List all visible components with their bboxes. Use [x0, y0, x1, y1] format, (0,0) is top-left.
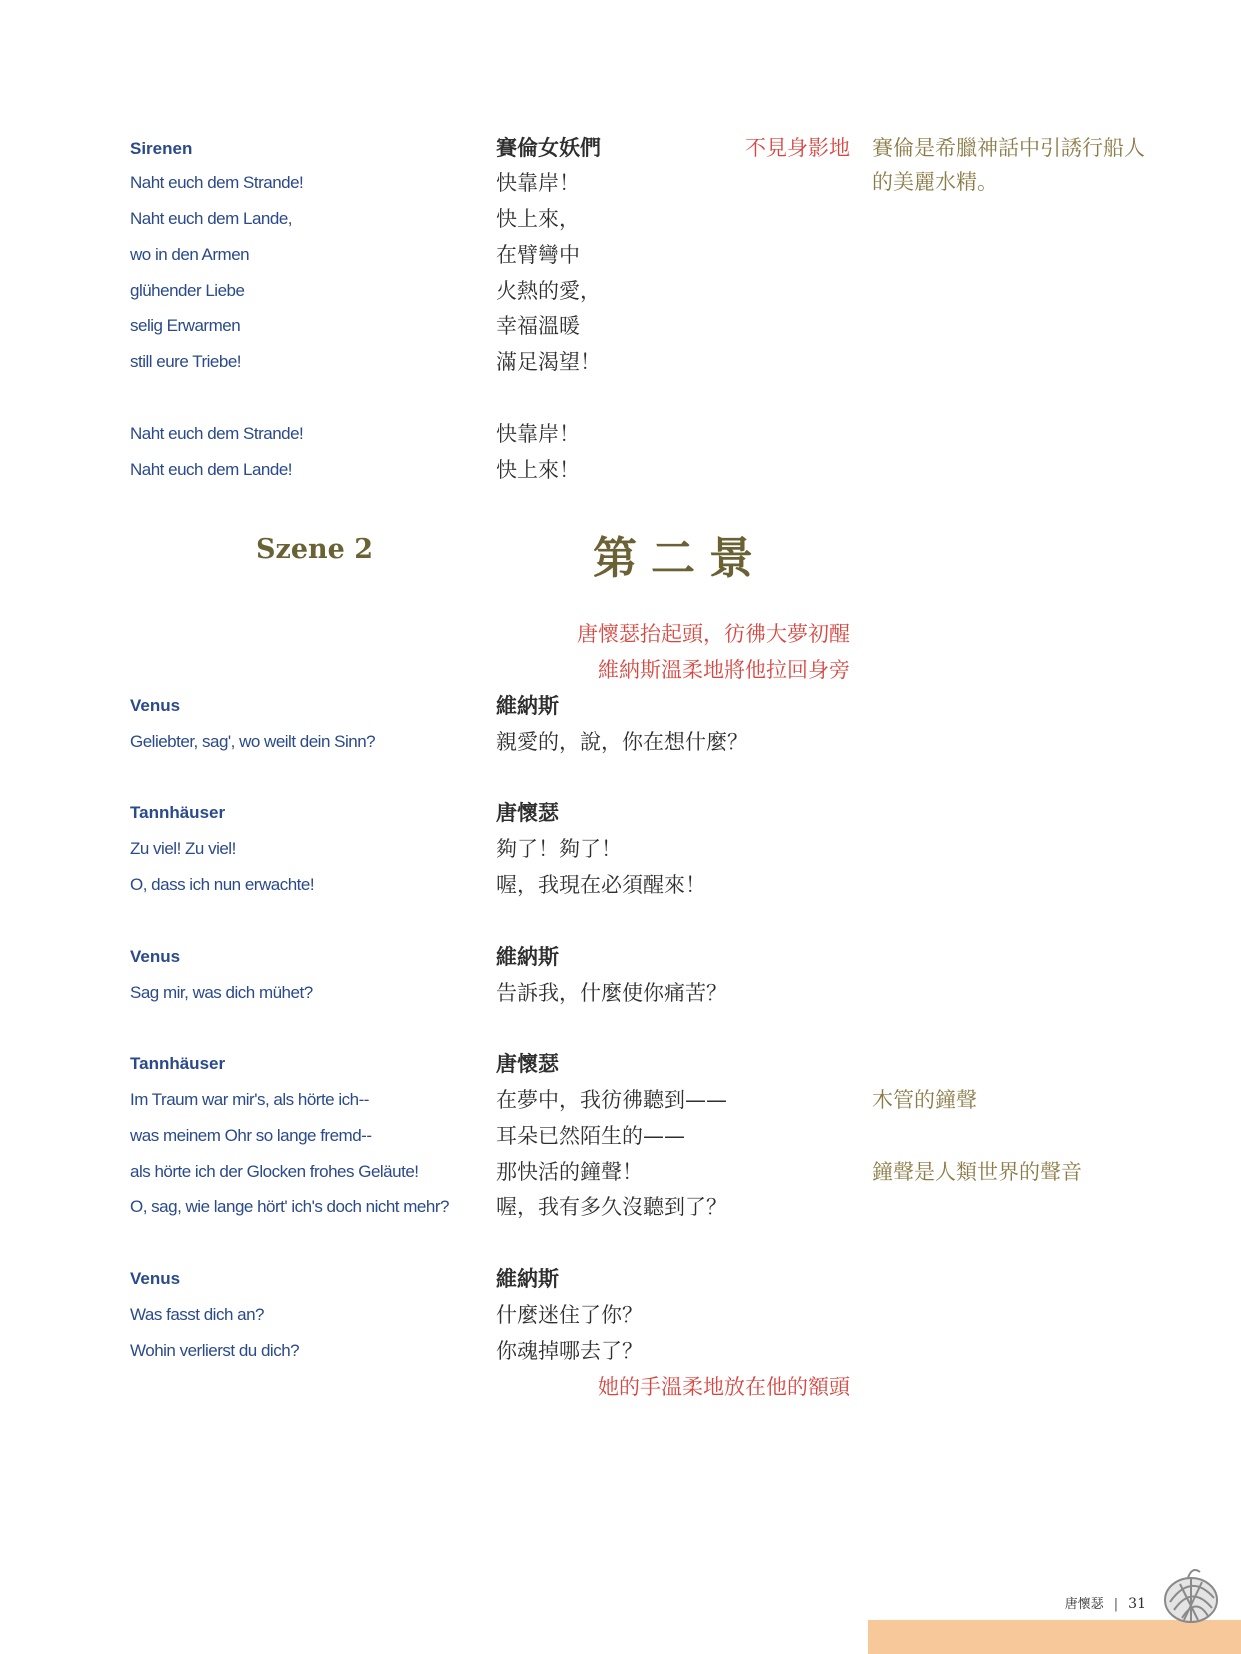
lyric-de: Im Traum war mir's, als hörte ich--	[130, 1090, 369, 1109]
lyric-zh: 喔，我有多久沒聽到了？	[496, 1195, 727, 1219]
speaker-zh: 唐懷瑟	[496, 1052, 559, 1076]
stage-direction: 不見身影地	[745, 136, 850, 160]
lyric-zh: 親愛的，說，你在想什麼？	[496, 730, 748, 754]
lyric-de: Naht euch dem Lande!	[130, 460, 293, 479]
lyric-zh: 火熱的愛，	[496, 279, 601, 303]
lyric-zh: 那快活的鐘聲！	[496, 1160, 643, 1184]
speaker-de: Sirenen	[130, 139, 193, 158]
margin-note: 賽倫是希臘神話中引誘行船人	[872, 136, 1145, 160]
lyric-de: glühender Liebe	[130, 281, 245, 300]
lyric-de: Was fasst dich an?	[130, 1305, 264, 1324]
seashell-logo-icon	[1158, 1564, 1224, 1630]
lyric-de: Zu viel! Zu viel!	[130, 839, 236, 858]
lyric-zh: 幸福溫暖	[496, 314, 580, 338]
lyric-de: als hörte ich der Glocken frohes Geläute!	[130, 1162, 419, 1181]
margin-note: 鐘聲是人類世界的聲音	[872, 1160, 1082, 1184]
speaker-de: Venus	[130, 947, 181, 966]
lyric-de: Wohin verlierst du dich?	[130, 1341, 300, 1360]
margin-note: 木管的鐘聲	[872, 1088, 977, 1112]
page-number: 31	[1128, 1596, 1146, 1612]
lyric-zh: 滿足渴望！	[496, 350, 601, 374]
lyric-zh: 快靠岸！	[496, 171, 580, 195]
margin-note: 的美麗水精。	[872, 170, 998, 194]
speaker-zh: 賽倫女妖們	[496, 136, 601, 160]
lyric-zh: 耳朵已然陌生的——	[496, 1124, 685, 1148]
lyric-de: Naht euch dem Lande,	[130, 209, 293, 228]
lyric-de: O, dass ich nun erwachte!	[130, 875, 315, 894]
speaker-zh: 維納斯	[496, 945, 559, 969]
speaker-de: Tannhäuser	[130, 803, 226, 822]
scene-title-zh: 第二景	[593, 533, 767, 584]
stage-direction: 她的手溫柔地放在他的額頭	[598, 1375, 850, 1399]
speaker-de: Tannhäuser	[130, 1054, 226, 1073]
lyric-de: Sag mir, was dich mühet?	[130, 983, 313, 1002]
lyric-zh: 告訴我，什麼使你痛苦？	[496, 981, 727, 1005]
lyric-de: Naht euch dem Strande!	[130, 424, 304, 443]
lyric-zh: 快靠岸！	[496, 422, 580, 446]
lyric-zh: 快上來！	[496, 458, 580, 482]
lyric-zh: 夠了！夠了！	[496, 837, 622, 861]
lyric-de: Geliebter, sag', wo weilt dein Sinn?	[130, 732, 376, 751]
lyric-zh: 你魂掉哪去了？	[496, 1339, 643, 1363]
lyric-zh: 什麼迷住了你？	[496, 1303, 643, 1327]
lyric-de: still eure Triebe!	[130, 352, 241, 371]
page-footer	[1065, 1593, 1146, 1612]
lyric-zh: 快上來，	[496, 207, 580, 231]
speaker-zh: 唐懷瑟	[496, 801, 559, 825]
lyric-de: wo in den Armen	[130, 245, 250, 264]
speaker-de: Venus	[130, 1269, 181, 1288]
stage-direction: 唐懷瑟抬起頭，彷彿大夢初醒	[577, 622, 850, 646]
scene-title-de: Szene 2	[256, 534, 374, 565]
lyric-de: selig Erwarmen	[130, 316, 241, 335]
lyric-de: Naht euch dem Strande!	[130, 173, 304, 192]
lyric-de: O, sag, wie lange hört' ich's doch nicht mehr?	[130, 1197, 449, 1216]
speaker-zh: 維納斯	[496, 694, 559, 718]
lyric-de: was meinem Ohr so lange fremd--	[130, 1126, 372, 1145]
lyric-zh: 在臂彎中	[496, 243, 580, 267]
lyric-zh: 在夢中，我彷彿聽到——	[496, 1088, 727, 1112]
footer-title: 唐懷瑟	[1064, 1597, 1104, 1612]
footer-separator: |	[1113, 1597, 1119, 1612]
speaker-zh: 維納斯	[496, 1267, 559, 1291]
lyric-zh: 喔，我現在必須醒來！	[496, 873, 706, 897]
stage-direction: 維納斯溫柔地將他拉回身旁	[598, 658, 850, 682]
speaker-de: Venus	[130, 696, 181, 715]
